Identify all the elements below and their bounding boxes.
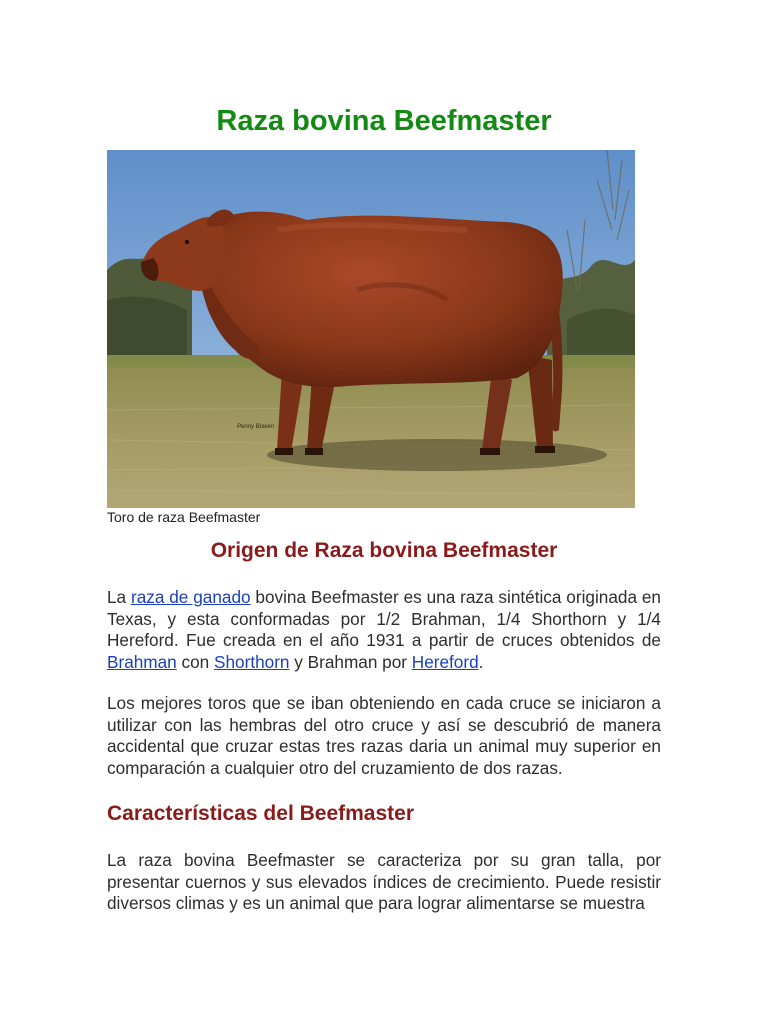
text-run: . [478, 651, 484, 672]
text-run: con [176, 651, 215, 672]
section-heading-origen: Origen de Raza bovina Beefmaster [210, 539, 558, 562]
link-brahman[interactable]: Brahman [107, 651, 177, 672]
paragraph-origen-2: Los mejores toros que se iban obteniendo en cada cruce se iniciaron a utilizar con las hembras del otro cruce y así se descubrió de manera accidental que cruzar estas tres razas daria un animal muy superior en comparación a cualquier otro del cruzamiento de dos razas. [107, 693, 661, 778]
bull-photo [107, 150, 635, 508]
link-raza-de-ganado[interactable]: raza de ganado [130, 587, 251, 607]
page-title: Raza bovina Beefmaster [216, 105, 552, 137]
link-shorthorn[interactable]: Shorthorn [214, 651, 290, 672]
photo-caption: Toro de raza Beefmaster [107, 509, 261, 525]
text-run: La [107, 587, 131, 607]
photo-watermark: Penny Bowen [237, 424, 275, 430]
section-heading-caracteristicas: Características del Beefmaster [107, 802, 415, 825]
text-run: y Brahman por [289, 651, 412, 672]
bull-illustration [107, 150, 635, 508]
paragraph-caracteristicas-1: La raza bovina Beefmaster se caracteriza por su gran talla, por presentar cuernos y sus elevados índices de crecimiento. Puede resistir diversos climas y es un animal que para lograr alimentarse se muestra [107, 850, 661, 913]
text-run: bovina Beefmaster es una raza sintética originada en Texas, y esta conformadas por 1/2 Brahman, 1/4 Shorthorn y 1/4 Hereford. Fue creada en el año 1931 a partir de cruces obtenidos de [107, 587, 661, 650]
link-hereford[interactable]: Hereford [411, 651, 479, 672]
paragraph-origen-1 [107, 587, 661, 673]
